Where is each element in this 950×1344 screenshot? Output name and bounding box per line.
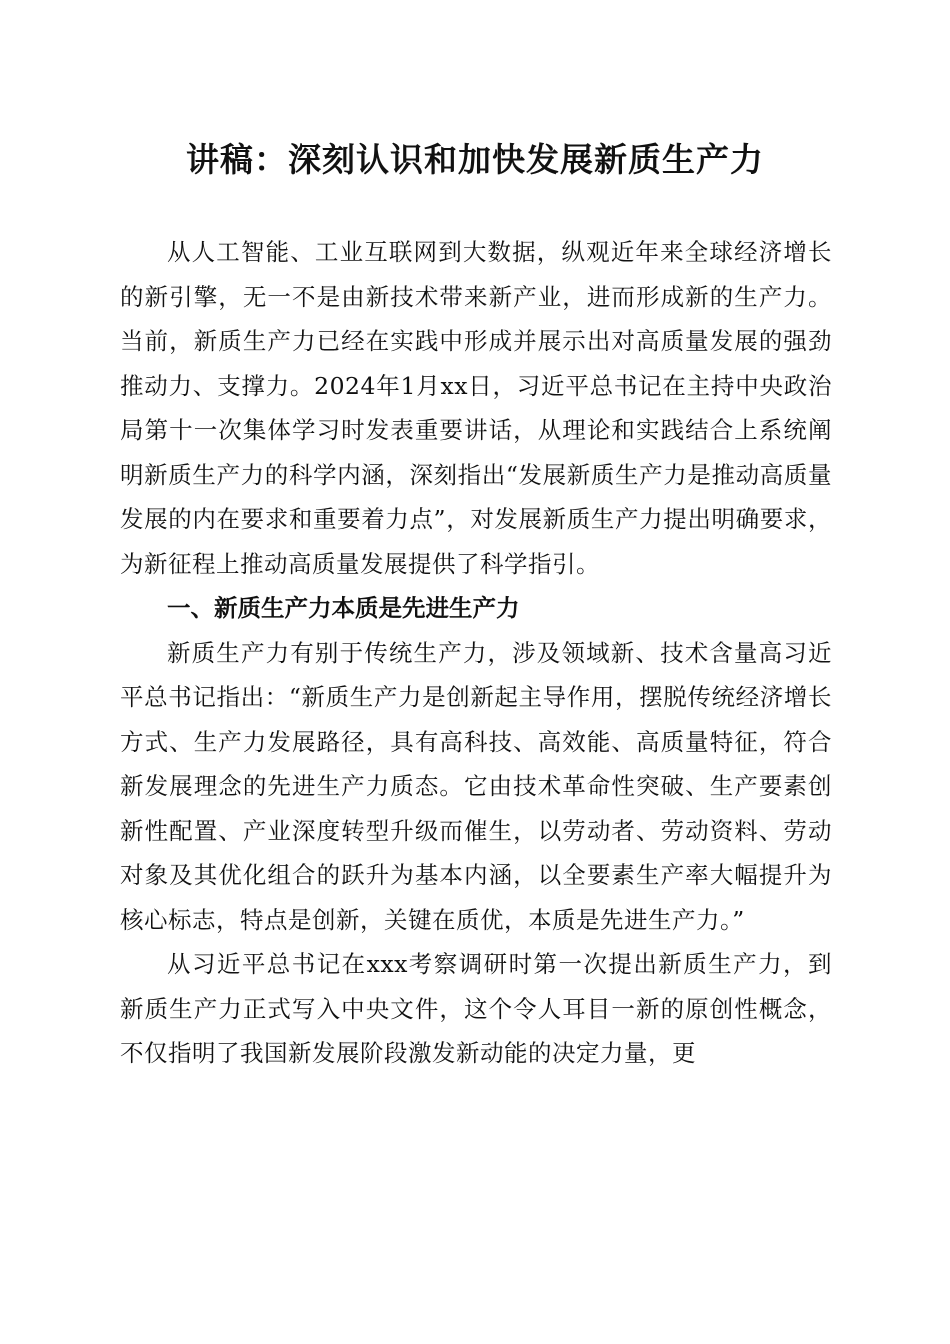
document-title: 讲稿：深刻认识和加快发展新质生产力: [186, 140, 764, 179]
paragraph-definition: 新质生产力有别于传统生产力，涉及领域新、技术含量高习近平总书记指出：“新质生产力是创新起主导作用，摆脱传统经济增长方式、生产力发展路径，具有高科技、高效能、高质量特征，符合新发展理念的先进生产力质态。它由技术革命性突破、生产要素创新性配置、产业深度转型升级而催生，以劳动者、劳动资料、劳动对象及其优化组合的跃升为基本内涵，以全要素生产率大幅提升为核心标志，特点是创新，关键在质优，本质是先进生产力。”: [120, 638, 832, 934]
document-body: [120, 230, 832, 1076]
paragraph-origin: 从习近平总书记在xxx考察调研时第一次提出新质生产力，到新质生产力正式写入中央文件，这个令人耳目一新的原创性概念，不仅指明了我国新发展阶段激发新动能的决定力量，更: [120, 950, 832, 1067]
section-heading-1: 一、新质生产力本质是先进生产力: [167, 594, 520, 622]
paragraph-intro: 从人工智能、工业互联网到大数据，纵观近年来全球经济增长的新引擎，无一不是由新技术带来新产业，进而形成新的生产力。当前，新质生产力已经在实践中形成并展示出对高质量发展的强劲推动力、支撑力。2024年1月xx日，习近平总书记在主持中央政治局第十一次集体学习时发表重要讲话，从理论和实践结合上系统阐明新质生产力的科学内涵，深刻指出“发展新质生产力是推动高质量发展的内在要求和重要着力点”，对发展新质生产力提出明确要求，为新征程上推动高质量发展提供了科学指引。: [120, 238, 832, 578]
